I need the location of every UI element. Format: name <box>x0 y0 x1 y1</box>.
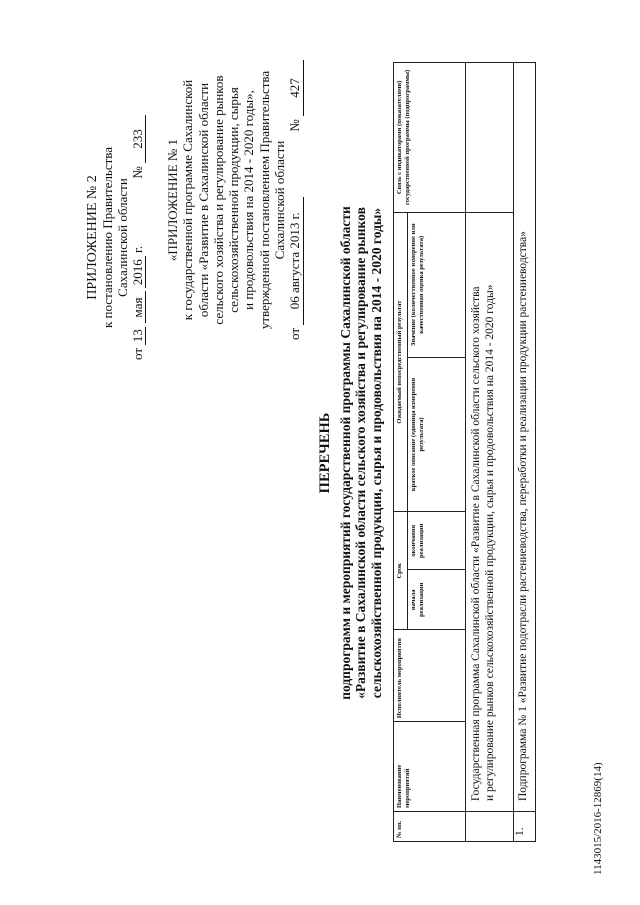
appendix-2-line1: к постановлению Правительства <box>100 146 115 329</box>
header-executor: Исполнитель мероприятия <box>394 630 466 722</box>
appendix-1-date: 06 августа 2013 г. <box>287 197 303 325</box>
heading-title: ПЕРЕЧЕНЬ <box>317 412 333 494</box>
header-start: начала реализации <box>408 570 466 630</box>
appendix-1-number: 427 <box>287 60 303 116</box>
appendix-2-date-row <box>130 115 146 360</box>
header-indicator-link: Связь с индикаторами (показателями) государственной программы (подпрограммы) <box>394 63 466 213</box>
row1-num: 1. <box>514 812 536 842</box>
subprogram-1-row: Подпрограмма № 1 «Развитие подотрасли растениеводства, переработки и реализации продукции растениеводства» <box>514 63 536 812</box>
appendix-1-line: утвержденной постановлением Правительства <box>256 70 272 330</box>
appendix-2-year: 2016 <box>130 256 146 288</box>
appendix-1-line: сельскохозяйственной продукции, сырья <box>226 87 242 313</box>
header-short-description: краткое описание (единица измерения результата) <box>408 357 466 512</box>
appendix-2-year-suffix: г. <box>130 245 145 253</box>
header-num: № пп. <box>394 812 466 842</box>
appendix-1-title: «ПРИЛОЖЕНИЕ № 1 <box>165 138 180 262</box>
document-code: 1143015/2016-12869(14) <box>592 762 604 875</box>
header-value: Значение (количественное измерение или качественная оценка результата) <box>408 212 466 357</box>
heading-line: «Развитие в Сахалинской области сельского хозяйства и регулирование рынков <box>353 207 368 699</box>
program-row <box>466 212 514 811</box>
appendix-2-block <box>85 115 146 360</box>
appendix-1-date-row <box>287 50 303 350</box>
header-end: окончания реализации <box>408 512 466 570</box>
appendix-2-number: 233 <box>130 115 146 163</box>
appendix-1-block <box>165 50 304 350</box>
header-name: Наименование мероприятий <box>394 722 466 812</box>
header-result: Ожидаемый непосредственный результат <box>394 212 408 512</box>
document-heading <box>318 63 384 843</box>
heading-line: сельскохозяйственной продукции, сырья и продовольствия на 2014 - 2020 годы» <box>368 207 384 699</box>
program-num-cell <box>466 812 514 842</box>
appendix-1-line: Сахалинской области <box>272 140 288 260</box>
program-line: и регулирование рынков сельскохозяйственной продукции, сырья и продовольствия на 2014 - 2020 годы» <box>483 284 496 802</box>
appendix-2-from: от <box>130 347 145 360</box>
appendix-1-line: и продовольствия на 2014 - 2020 годы», <box>241 90 257 310</box>
measures-table <box>393 62 536 842</box>
appendix-1-line: сельского хозяйства и регулирование рынков <box>210 75 226 325</box>
appendix-2-line2: Сахалинской области <box>115 178 130 297</box>
heading-line: подпрограмм и мероприятий государственной программы Сахалинской области <box>337 206 353 700</box>
appendix-1-line: к государственной программе Сахалинской <box>180 79 196 321</box>
appendix-2-title: ПРИЛОЖЕНИЕ № 2 <box>85 175 100 300</box>
appendix-1-num-sign: № <box>287 119 303 132</box>
appendix-2-num-sign: № <box>130 166 145 179</box>
appendix-2-month: мая <box>130 291 146 323</box>
header-term: Срок <box>394 512 408 630</box>
appendix-1-from: от <box>287 327 303 340</box>
appendix-2-day: 13 <box>130 327 146 345</box>
appendix-1-line: области «Развитие в Сахалинской области <box>195 82 211 318</box>
program-line: Государственная программа Сахалинской области «Развитие в Сахалинской области сельского хозяйства <box>470 286 482 802</box>
program-link-cell <box>466 63 514 213</box>
